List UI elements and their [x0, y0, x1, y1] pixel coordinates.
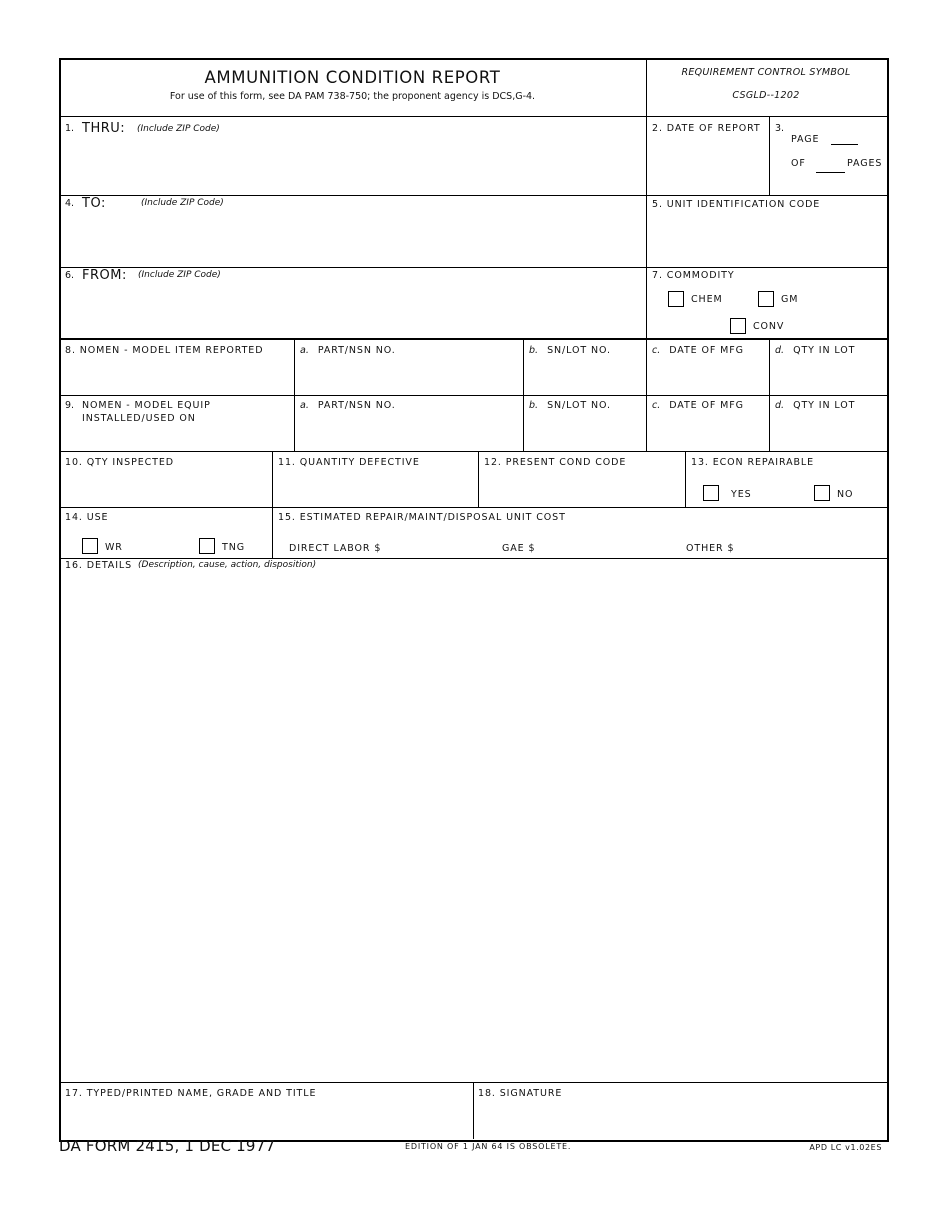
row8-d-text: QTY IN LOT	[793, 345, 856, 356]
use-label: 14. USE	[65, 512, 109, 523]
date-of-report-field[interactable]	[650, 140, 765, 192]
rule-row4	[59, 267, 887, 268]
row8-date-mfg-label	[652, 345, 744, 356]
version-note: APD LC v1.02ES	[809, 1143, 882, 1152]
vrule-a	[294, 338, 295, 451]
item-reported-field[interactable]	[62, 360, 290, 392]
row8-part-nsn-field[interactable]	[298, 360, 519, 392]
row8-c-text: DATE OF MFG	[669, 345, 744, 356]
row9-a-letter: a.	[300, 400, 309, 411]
row9-b-text: SN/LOT NO.	[547, 400, 611, 411]
form-subtitle: For use of this form, see DA PAM 738-750; the proponent agency is DCS,G-4.	[169, 91, 536, 102]
to-hint: (Include ZIP Code)	[141, 198, 224, 208]
block3-number: 3.	[775, 123, 785, 134]
use-wr-checkbox[interactable]	[82, 538, 98, 554]
vrule-row10-3	[685, 451, 686, 507]
to-label: TO:	[82, 196, 106, 211]
row9-d-text: QTY IN LOT	[793, 400, 856, 411]
block9-number: 9.	[65, 400, 75, 411]
row9-qty-lot-label	[775, 400, 855, 411]
econ-yes-checkbox[interactable]	[703, 485, 719, 501]
details-field[interactable]	[62, 576, 882, 1078]
row8-sn-lot-field[interactable]	[527, 360, 642, 392]
gm-checkbox[interactable]	[758, 291, 774, 307]
thru-label: THRU:	[82, 121, 126, 136]
row8-qty-lot-label	[775, 345, 855, 356]
item-reported-label: 8. NOMEN - MODEL ITEM REPORTED	[65, 345, 264, 356]
thru-field[interactable]	[62, 140, 642, 192]
vrule-block3	[769, 116, 770, 195]
vrule-c	[646, 338, 647, 451]
block6-number: 6.	[65, 270, 75, 281]
conv-checkbox[interactable]	[730, 318, 746, 334]
econ-no-checkbox[interactable]	[814, 485, 830, 501]
typed-name-field[interactable]	[62, 1103, 469, 1135]
equip-installed-label-1: NOMEN - MODEL EQUIP	[82, 400, 211, 411]
of-field[interactable]	[816, 160, 845, 173]
row8-c-letter: c.	[652, 345, 661, 356]
rule-header	[59, 116, 887, 117]
row8-date-mfg-field[interactable]	[650, 360, 765, 392]
from-field[interactable]	[62, 286, 642, 335]
row8-b-text: SN/LOT NO.	[547, 345, 611, 356]
vrule-row10-2	[478, 451, 479, 507]
row9-date-mfg-label	[652, 400, 744, 411]
row8-a-text: PART/NSN NO.	[317, 345, 396, 356]
rule-row1	[59, 195, 887, 196]
direct-labor-label: DIRECT LABOR $	[289, 543, 382, 554]
row8-b-letter: b.	[529, 345, 539, 356]
equip-installed-label-2: INSTALLED/USED ON	[82, 413, 196, 424]
chem-checkbox[interactable]	[668, 291, 684, 307]
econ-no-label: NO	[837, 489, 854, 500]
row9-c-letter: c.	[652, 400, 661, 411]
row9-part-nsn-label	[300, 400, 396, 411]
rcs-label: REQUIREMENT CONTROL SYMBOL	[681, 67, 851, 78]
page-label: PAGE	[791, 134, 820, 145]
from-label: FROM:	[82, 268, 127, 283]
qty-inspected-label: 10. QTY INSPECTED	[65, 457, 174, 468]
pages-label: PAGES	[847, 158, 883, 169]
signature-field[interactable]	[477, 1103, 882, 1135]
block4-number: 4.	[65, 198, 75, 209]
rule-row9	[59, 451, 887, 452]
form-title: AMMUNITION CONDITION REPORT	[204, 68, 501, 87]
typed-name-label: 17. TYPED/PRINTED NAME, GRADE AND TITLE	[65, 1088, 317, 1099]
date-of-report-label: 2. DATE OF REPORT	[652, 123, 761, 134]
other-label: OTHER $	[686, 543, 735, 554]
details-hint: (Description, cause, action, disposition)	[138, 560, 317, 570]
from-hint: (Include ZIP Code)	[138, 270, 221, 280]
commodity-label: 7. COMMODITY	[652, 270, 735, 281]
vrule-b	[523, 338, 524, 451]
rcs-value: CSGLD--1202	[732, 90, 800, 101]
econ-yes-label: YES	[731, 489, 752, 500]
qty-defective-field[interactable]	[276, 472, 474, 504]
row9-d-letter: d.	[775, 400, 785, 411]
row9-part-nsn-field[interactable]	[298, 416, 519, 448]
row9-sn-lot-label	[529, 400, 611, 411]
row9-a-text: PART/NSN NO.	[317, 400, 396, 411]
econ-repairable-label: 13. ECON REPAIRABLE	[691, 457, 815, 468]
present-cond-code-field[interactable]	[482, 472, 681, 504]
rule-row8	[59, 395, 887, 396]
row9-b-letter: b.	[529, 400, 539, 411]
rule-row14	[59, 558, 887, 559]
use-tng-checkbox[interactable]	[199, 538, 215, 554]
rule-row10	[59, 507, 887, 508]
rule-row6	[59, 338, 887, 340]
row9-c-text: DATE OF MFG	[669, 400, 744, 411]
other-field[interactable]	[740, 538, 880, 554]
chem-label: CHEM	[691, 294, 723, 305]
row8-d-letter: d.	[775, 345, 785, 356]
qty-defective-label: 11. QUANTITY DEFECTIVE	[278, 457, 420, 468]
vrule-row17	[473, 1082, 474, 1139]
unit-id-code-field[interactable]	[650, 214, 882, 264]
vrule-d	[769, 338, 770, 451]
row9-date-mfg-field[interactable]	[650, 416, 765, 448]
gae-label: GAE $	[502, 543, 536, 554]
details-label: 16. DETAILS	[65, 560, 133, 571]
use-tng-label: TNG	[222, 542, 245, 553]
row8-qty-lot-field[interactable]	[773, 360, 883, 392]
unit-id-code-label: 5. UNIT IDENTIFICATION CODE	[652, 199, 821, 210]
qty-inspected-field[interactable]	[62, 472, 268, 504]
present-cond-code-label: 12. PRESENT COND CODE	[484, 457, 627, 468]
conv-label: CONV	[753, 321, 785, 332]
vrule-row10-1	[272, 451, 273, 558]
signature-label: 18. SIGNATURE	[478, 1088, 563, 1099]
estimated-cost-label: 15. ESTIMATED REPAIR/MAINT/DISPOSAL UNIT COST	[278, 512, 566, 523]
direct-labor-field[interactable]	[385, 538, 490, 554]
to-field[interactable]	[62, 214, 642, 264]
form-number: DA FORM 2415, 1 DEC 1977	[59, 1137, 276, 1155]
thru-hint: (Include ZIP Code)	[137, 124, 220, 134]
row8-a-letter: a.	[300, 345, 309, 356]
of-label: OF	[791, 158, 806, 169]
row8-sn-lot-label	[529, 345, 611, 356]
use-wr-label: WR	[105, 542, 123, 553]
gae-field[interactable]	[540, 538, 670, 554]
vrule-right-top	[646, 59, 647, 339]
block1-number: 1.	[65, 123, 75, 134]
edition-note: EDITION OF 1 JAN 64 IS OBSOLETE.	[405, 1142, 572, 1151]
gm-label: GM	[781, 294, 799, 305]
page-field[interactable]	[831, 132, 858, 145]
equip-installed-field[interactable]	[62, 428, 290, 448]
row9-sn-lot-field[interactable]	[527, 416, 642, 448]
row8-part-nsn-label	[300, 345, 396, 356]
row9-qty-lot-field[interactable]	[773, 416, 883, 448]
